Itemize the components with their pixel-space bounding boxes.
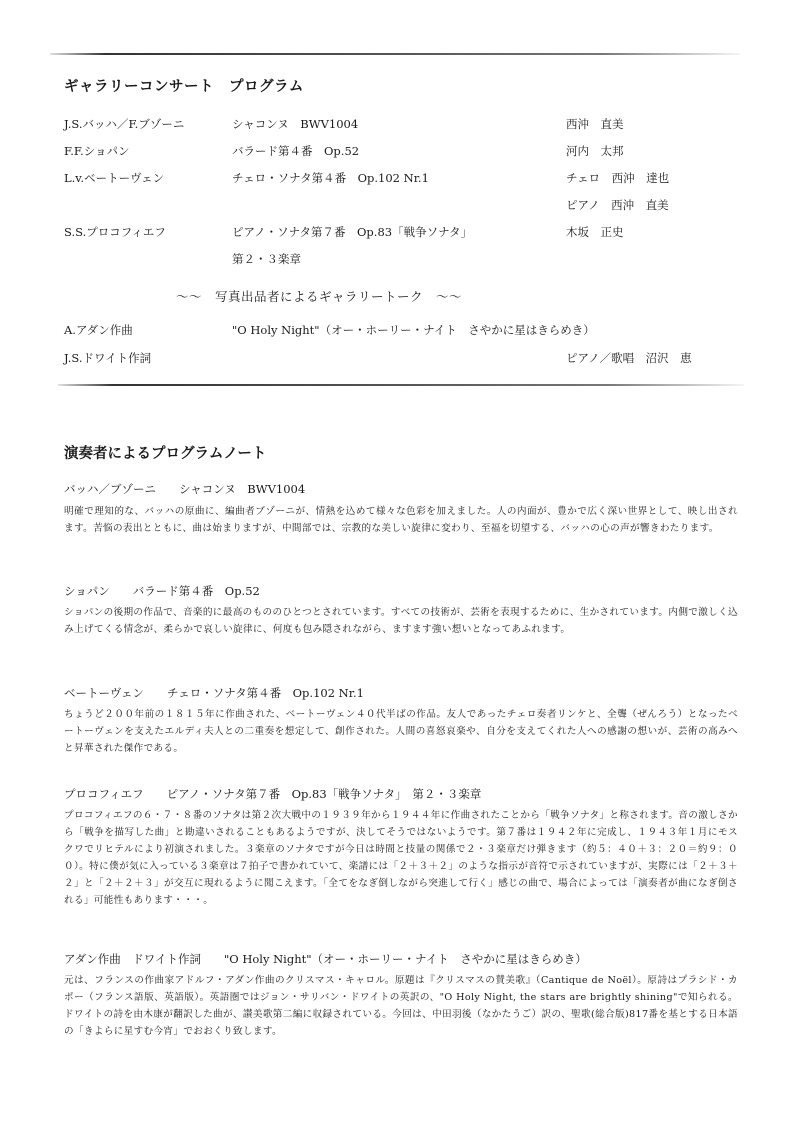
program-row-2-performer: 河内 太邦 [566,144,624,158]
note-1-heading: バッハ／ブゾーニ シャコンヌ BWV1004 [64,482,306,496]
note-4-heading: プロコフィエフ ピアノ・ソナタ第７番 Op.83「戦争ソナタ」 第２・３楽章 [64,787,482,801]
program-row-2-work: バラード第４番 Op.52 [232,144,360,158]
note-5-body: 元は、フランスの作曲家アドルフ・アダン作曲のクリスマス・キャロル。原題は『クリスマスの賛美歌』（Cantique de Noël）。原詩はプラシド・カポー（フランス語版、英語版）。英語圏ではジョン・サリバン・ドワイトの英訳の、"O Holy Night, the stars are brightly shining"で知られる。ドワイトの詩を由木康が翻訳した曲が、讃美歌第二編に収録されている。今回は、中田羽後（なかたうご）訳の、聖歌(総合版)817番を基とする日本語の「きよらに星すむ今宵」でおおくり致します。 [64,975,738,1037]
note-5-heading: アダン作曲 ドワイト作詞 "O Holy Night"（オー・ホーリー・ナイト さやかに星はきらめき） [64,952,587,966]
program-row-1-performer: 西沖 直美 [566,117,624,131]
note-3-heading: ベートーヴェン チェロ・ソナタ第４番 Op.102 Nr.1 [64,686,364,700]
bottom-divider [58,384,744,386]
program-row-5-performer: 木坂 正史 [566,225,624,239]
program-row-3-work: チェロ・ソナタ第４番 Op.102 Nr.1 [232,171,429,185]
program-row-6-work: 第２・３楽章 [232,252,301,266]
program-row-5-composer: S.S.プロコフィエフ [64,225,166,239]
top-divider [50,53,740,55]
program-row-7-work: "O Holy Night"（オー・ホーリー・ナイト さやかに星はきらめき） [232,323,595,337]
program-title: ギャラリーコンサート プログラム [64,79,304,95]
program-row-2-composer: F.F.ショパン [64,144,130,158]
program-row-3-performer: チェロ 西沖 達也 [566,171,670,185]
gallery-talk-heading: ～～ 写真出品者によるギャラリートーク ～～ [176,289,463,304]
program-row-8-performer: ピアノ／歌唱 沼沢 恵 [566,351,692,365]
note-1-body: 明確で理知的な、バッハの原曲に、編曲者ブゾーニが、情熱を込めて様々な色彩を加えました。人の内面が、豊かで広く深い世界として、映し出されます。苦悩の表出とともに、曲は始まりますが、中間部では、宗教的な美しい旋律に変わり、至福を切望する、バッハの心の声が響きわたります。 [64,506,738,534]
note-2-heading: ショパン バラード第４番 Op.52 [64,584,260,598]
note-4-body: プロコフィエフの６・７・８番のソナタは第２次大戦中の１９３９年から１９４４年に作曲されたことから「戦争ソナタ」と称されます。音の激しさから「戦争を描写した曲」と勘違いされることもあるようですが、決してそうではないようです。第７番は１９４２年に完成し、１９４３年１月にモスクワでリヒテルにより初演されました。３楽章のソナタですが今日は時間と技量の関係で２・３楽章だけ弾きます（約５：４０＋３：２０＝約９：００）。特に僕が気に入っている３楽章は７拍子で書かれていて、楽譜には「２＋３＋２」のような指示が音符で示されていますが、実際には「２＋３＋２」と「２＋２＋３」が交互に現れるように聞こえます。「全てをなぎ倒しながら突進して行く」感じの曲で、場合によっては「演奏者が曲になぎ倒される」可能性もあります・・・。 [64,810,738,906]
program-row-3-composer: L.v.ベートーヴェン [64,171,165,185]
notes-title: 演奏者によるプログラムノート [64,446,267,462]
program-row-7-composer: A.アダン作曲 [64,323,133,337]
program-row-1-work: シャコンヌ BWV1004 [232,117,359,131]
program-row-1-composer: J.S.バッハ／F.ブゾーニ [64,117,185,131]
note-2-body: ショパンの後期の作品で、音楽的に最高のもののひとつとされています。すべての技術が、芸術を表現するために、生かされています。内側で激しく込み上げてくる情念が、柔らかで哀しい旋律に、何度も包み隠されながら、ますます強い想いとなってあふれます。 [64,607,738,635]
note-3-body: ちょうど２００年前の１８１５年に作曲された、ベートーヴェン４０代半ばの作品。友人であったチェロ奏者リンケと、全聾（ぜんろう）となったベートーヴェンを支えたエルディ夫人との二重奏を想定して、創作された。人間の喜怒哀楽や、自分を支えてくれた人への感謝の想いが、芸術の高みへと昇華された傑作である。 [64,709,738,754]
program-row-4-performer: ピアノ 西沖 直美 [566,198,669,212]
program-row-5-work: ピアノ・ソナタ第７番 Op.83「戦争ソナタ」 [232,225,473,239]
program-row-8-composer: J.S.ドワイト作詞 [64,351,152,365]
